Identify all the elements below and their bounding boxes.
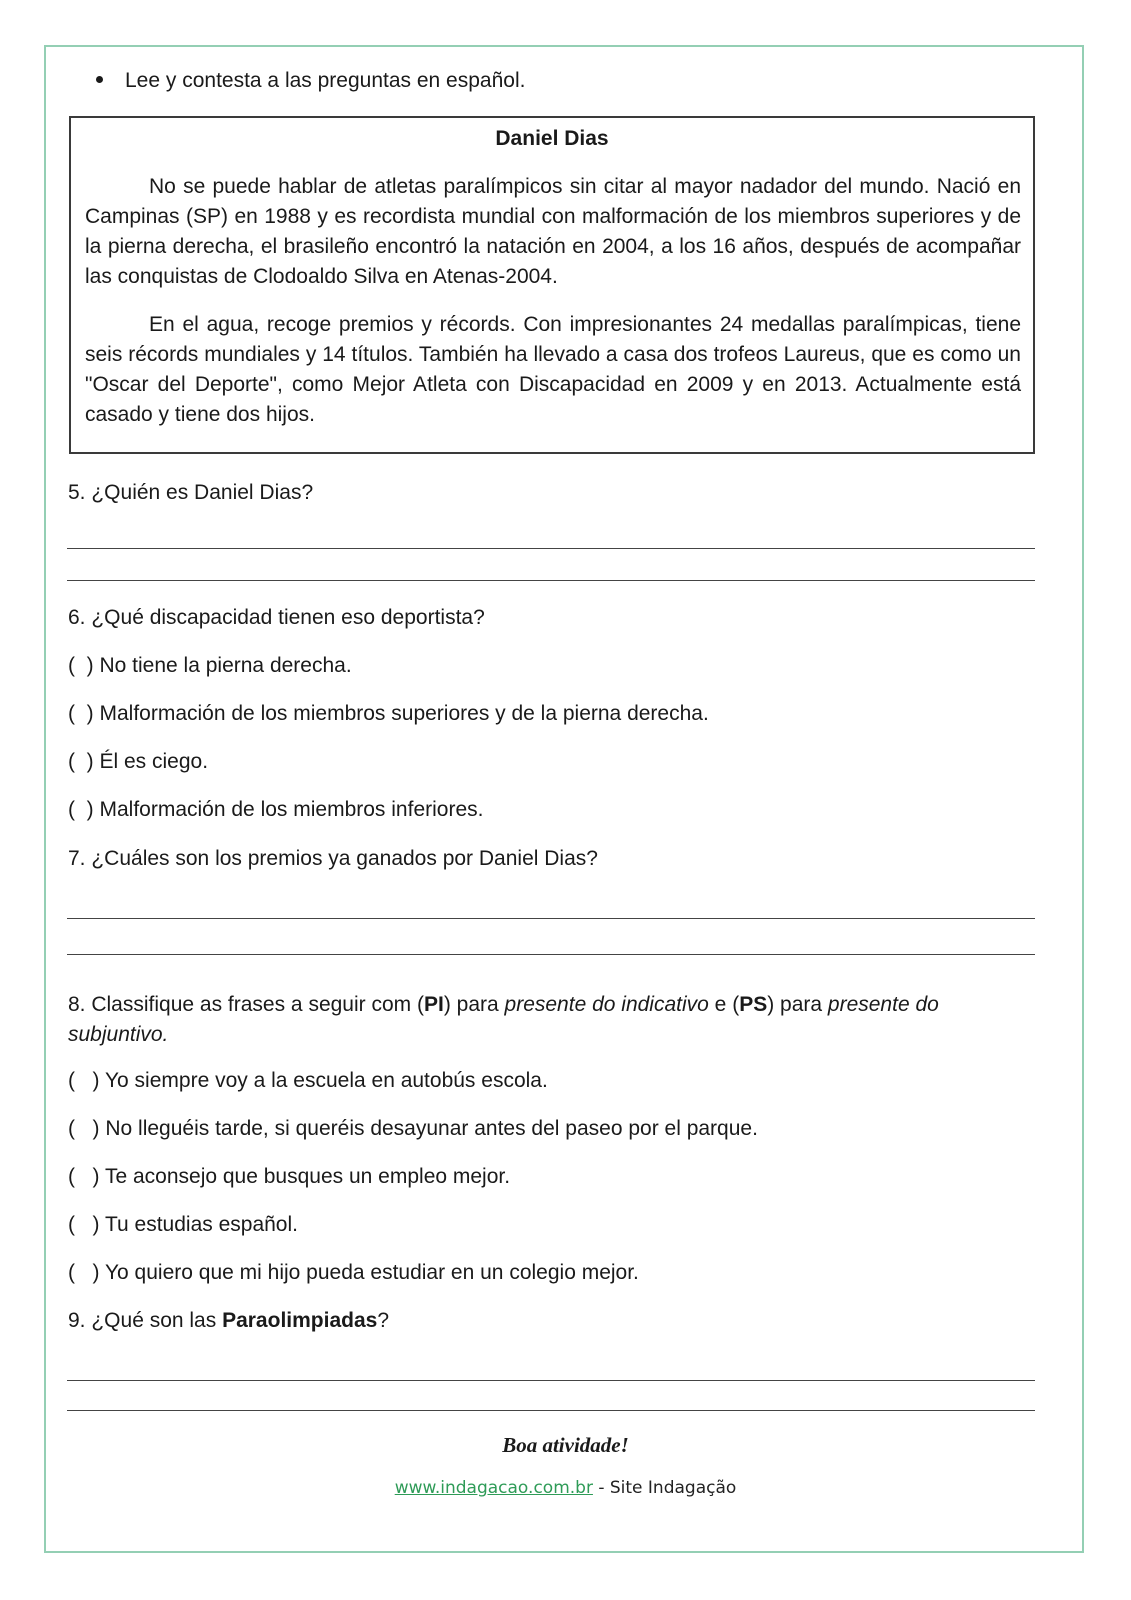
classify-label: Yo siempre voy a la escuela en autobús escola. — [104, 1069, 548, 1092]
closing-text: Boa atividade! — [502, 1433, 629, 1457]
option-label: Él es ciego. — [99, 750, 209, 773]
answer-line[interactable] — [67, 1380, 1035, 1381]
ps-code: PS — [739, 993, 768, 1016]
classify-box[interactable]: ( ) — [68, 1165, 100, 1188]
instruction — [96, 68, 525, 94]
classify-label: No lleguéis tarde, si queréis desayunar antes del paseo por el parque. — [105, 1117, 758, 1140]
pi-label: presente do indicativo — [504, 993, 709, 1016]
question-8 — [68, 990, 1018, 1050]
question-9 — [68, 1308, 389, 1334]
option-label: Malformación de los miembros inferiores. — [99, 798, 484, 821]
option-item[interactable] — [68, 797, 483, 823]
question-5: 5. ¿Quién es Daniel Dias? — [68, 481, 314, 504]
site-suffix: - Site Indagação — [592, 1478, 737, 1498]
reading-title: Daniel Dias — [495, 127, 609, 150]
option-item[interactable] — [68, 749, 208, 775]
option-checkbox[interactable]: ( ) — [68, 654, 94, 677]
option-item[interactable] — [68, 701, 709, 727]
reading-paragraph: No se puede hablar de atletas paralímpicos sin citar al mayor nadador del mundo. Nació en Campinas (SP) en 1988 y es recordista mundial con malformación de los miembros superiores y de la pierna derecha, el brasileño encontró la natación en 2004, a los 16 años, después de acompañar las conquistas de Clodoaldo Silva en Atenas-2004. — [85, 175, 1021, 288]
reading-paragraph: En el agua, recoge premios y récords. Con impresionantes 24 medallas paralímpicas, tiene seis récords mundiales y 14 títulos. También ha llevado a casa dos trofeos Laureus, que es como un "Oscar del Deporte", como Mejor Atleta con Discapacidad en 2009 y en 2013. Actualmente está casado y tiene dos hijos. — [85, 313, 1021, 426]
classify-box[interactable]: ( ) — [68, 1069, 100, 1092]
answer-line[interactable] — [67, 548, 1035, 549]
classify-box[interactable]: ( ) — [68, 1117, 100, 1140]
classify-label: Yo quiero que mi hijo pueda estudiar en un colegio mejor. — [104, 1261, 639, 1284]
option-label: No tiene la pierna derecha. — [99, 654, 352, 677]
bullet-icon — [96, 76, 103, 83]
option-label: Malformación de los miembros superiores y de la pierna derecha. — [99, 702, 709, 725]
option-item[interactable] — [68, 653, 352, 679]
answer-line[interactable] — [67, 954, 1035, 955]
q8-text: e ( — [708, 993, 740, 1016]
site-link[interactable]: www.indagacao.com.br — [394, 1478, 593, 1498]
classify-item[interactable] — [68, 1260, 639, 1286]
q8-text: ) para — [443, 993, 505, 1016]
q9-text: 9. ¿Qué son las — [68, 1309, 223, 1332]
classify-box[interactable]: ( ) — [68, 1213, 100, 1236]
answer-line[interactable] — [67, 918, 1035, 919]
q8-text: ) para — [767, 993, 828, 1016]
answer-line[interactable] — [67, 1410, 1035, 1411]
classify-item[interactable] — [68, 1068, 548, 1094]
classify-box[interactable]: ( ) — [68, 1261, 100, 1284]
answer-line[interactable] — [67, 580, 1035, 581]
classify-item[interactable] — [68, 1116, 758, 1142]
footer-site — [0, 1478, 1131, 1498]
q8-text: 8. Classifique as frases a seguir com ( — [68, 993, 424, 1016]
reading-box — [69, 116, 1035, 454]
q9-keyword: Paraolimpiadas — [222, 1309, 378, 1332]
question-6: 6. ¿Qué discapacidad tienen eso deportista? — [68, 606, 485, 629]
classify-label: Tu estudias español. — [104, 1213, 298, 1236]
classify-item[interactable] — [68, 1212, 298, 1238]
question-7: 7. ¿Cuáles son los premios ya ganados por Daniel Dias? — [68, 847, 598, 870]
pi-code: PI — [423, 993, 444, 1016]
classify-label: Te aconsejo que busques un empleo mejor. — [104, 1165, 511, 1188]
option-checkbox[interactable]: ( ) — [68, 798, 94, 821]
option-checkbox[interactable]: ( ) — [68, 702, 94, 725]
ps-label: presente do subjuntivo. — [68, 993, 939, 1046]
classify-item[interactable] — [68, 1164, 510, 1190]
q9-text: ? — [377, 1309, 389, 1332]
instruction-text: Lee y contesta a las preguntas en español. — [125, 69, 526, 92]
option-checkbox[interactable]: ( ) — [68, 750, 94, 773]
